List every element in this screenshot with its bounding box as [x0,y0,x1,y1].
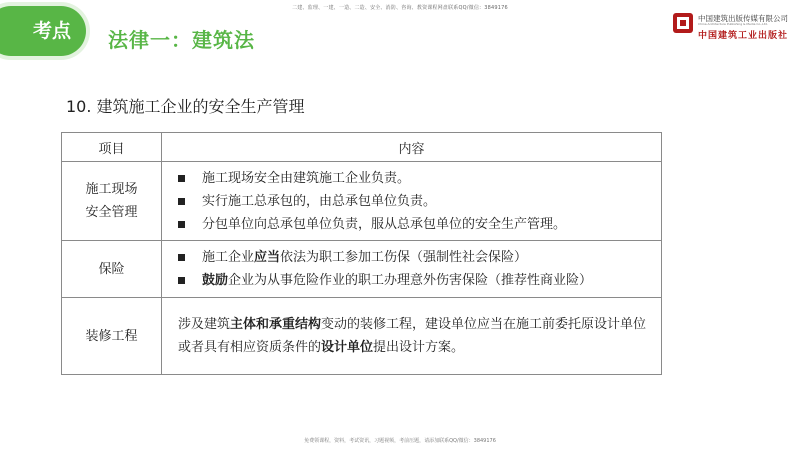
text-segment: 涉及建筑 [178,317,231,332]
bullet-item: 施工现场安全由建筑施工企业负责。 [176,167,653,190]
publisher-logo-icon [672,12,694,34]
table-row [62,298,662,375]
bold-keyword: 主体和承重结构 [230,317,322,332]
item-line: 安全管理 [85,205,138,220]
bullet-item [176,246,653,269]
bullet-item [176,269,653,292]
row-item-site-safety [62,162,162,241]
bold-keyword: 应当 [254,250,281,265]
text-segment: 施工企业 [202,250,255,265]
topic-badge-label: 考点 [32,20,71,42]
item-line: 施工现场 [85,182,138,197]
publisher-english-name: China Architecture Publishing & Media Co.,Ltd. [698,22,768,26]
text-segment: 企业为从事危险作业的职工办理意外伤害保险（推荐性商业险） [228,273,593,288]
watermark-bottom: 免费领课程，资料，考试资讯，习题视频，考前压题，请添加联系QQ/微信：3849176 [304,438,496,444]
content-paragraph [176,309,653,363]
publisher-name: 中国建筑出版传媒有限公司 [698,14,788,23]
watermark-top: 二建、监理、一建、一造、二造、安全、消防、咨询、教资课程网盘联系QQ/微信：3849176 [292,5,508,11]
header-item: 项目 [62,133,162,162]
row-item-insurance: 保险 [62,241,162,298]
table-row [62,162,662,241]
safety-management-table [61,132,662,375]
page-title: 法律一：建筑法 [108,28,255,52]
table-row [62,241,662,298]
publisher-logo-block [672,12,796,44]
text-segment: 提出设计方案。 [373,340,465,355]
publisher-brand: 中国建筑工业出版社 [698,31,789,41]
text-segment: 依法为职工参加工伤保（强制性社会保险） [280,250,528,265]
row-item-renovation: 装修工程 [62,298,162,375]
header-content: 内容 [162,133,662,162]
row-content [162,298,662,375]
text-segment: 变动的装修工程，建设单位应当在施工前委托原设计单位或者具有相应资质条件的 [178,317,647,355]
bullet-item: 分包单位向总承包单位负责，服从总承包单位的安全生产管理。 [176,213,653,236]
row-content [162,241,662,298]
bold-keyword: 鼓励 [202,273,229,288]
row-content [162,162,662,241]
bold-keyword: 设计单位 [321,340,374,355]
bullet-item: 实行施工总承包的，由总承包单位负责。 [176,190,653,213]
table-header-row [62,133,662,162]
section-title: 10. 建筑施工企业的安全生产管理 [66,97,305,116]
